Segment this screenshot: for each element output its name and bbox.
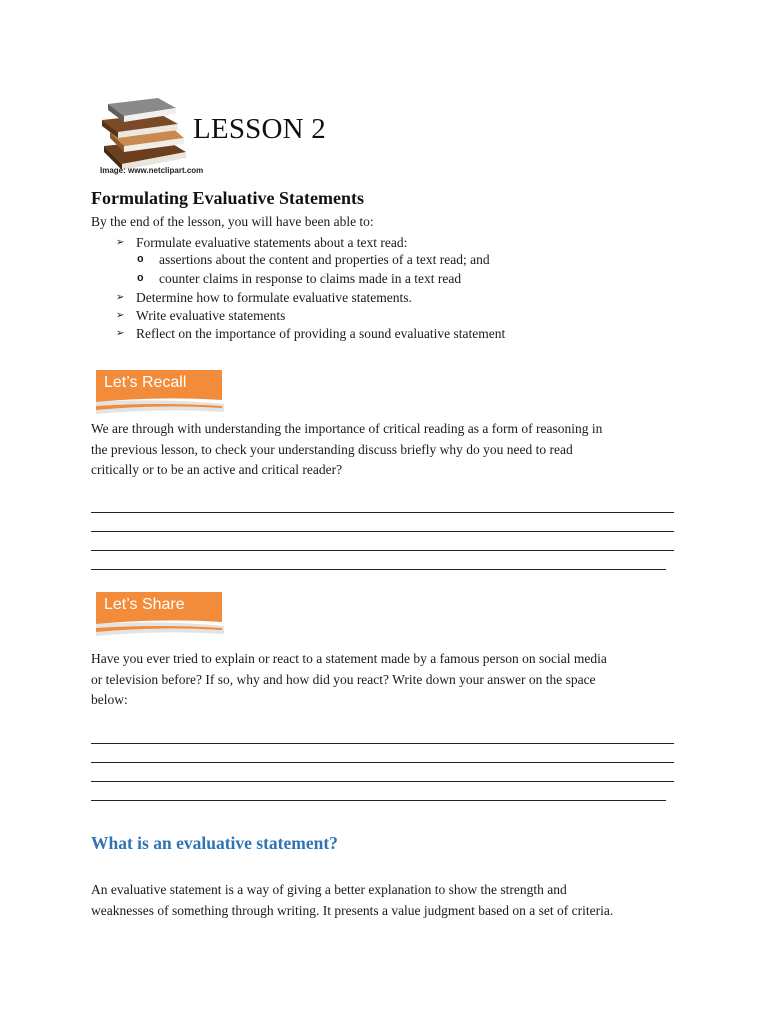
paragraph-line: Have you ever tried to explain or react to a statement made by a famous person on social media bbox=[91, 651, 607, 666]
share-paragraph bbox=[91, 649, 681, 711]
lesson-title: LESSON 2 bbox=[193, 113, 326, 145]
paragraph-line: the previous lesson, to check your understanding discuss briefly why do you need to read bbox=[91, 441, 573, 457]
arrow-bullet-icon: ➢ bbox=[116, 292, 125, 303]
intro-text: By the end of the lesson, you will have been able to: bbox=[91, 214, 374, 229]
answer-line[interactable] bbox=[91, 800, 666, 801]
answer-line[interactable] bbox=[91, 550, 674, 551]
list-item: Write evaluative statements bbox=[136, 308, 286, 323]
circle-bullet-icon: o bbox=[137, 254, 144, 266]
paragraph-line: We are through with understanding the importance of critical reading as a form of reasoning in bbox=[91, 421, 603, 436]
list-item: Determine how to formulate evaluative statements. bbox=[136, 290, 412, 305]
answer-line[interactable] bbox=[91, 743, 674, 744]
paragraph-line: below: bbox=[91, 692, 128, 707]
banner-label: Let’s Recall bbox=[104, 374, 187, 391]
answer-line[interactable] bbox=[91, 569, 666, 570]
answer-line[interactable] bbox=[91, 762, 674, 763]
image-credit: Image: www.netclipart.com bbox=[100, 166, 204, 175]
answer-line[interactable] bbox=[91, 531, 674, 532]
list-item: Reflect on the importance of providing a sound evaluative statement bbox=[136, 326, 506, 341]
paragraph-line: An evaluative statement is a way of giving a better explanation to show the strength and bbox=[91, 882, 567, 897]
circle-bullet-icon: o bbox=[137, 273, 144, 285]
answer-line[interactable] bbox=[91, 512, 674, 513]
lesson-subtitle: Formulating Evaluative Statements bbox=[91, 188, 364, 208]
lets-recall-banner bbox=[94, 368, 226, 420]
section-heading: What is an evaluative statement? bbox=[91, 833, 338, 853]
arrow-bullet-icon: ➢ bbox=[116, 328, 125, 339]
arrow-bullet-icon: ➢ bbox=[116, 237, 125, 248]
paragraph-line: weaknesses of something through writing. It presents a value judgment based on a set of criteria. bbox=[91, 902, 614, 918]
paragraph-line: critically or to be an active and critical reader? bbox=[91, 462, 343, 477]
paragraph-line: or television before? If so, why and how did you react? Write down your answer on the space bbox=[91, 671, 596, 687]
answer-line[interactable] bbox=[91, 781, 674, 782]
recall-paragraph bbox=[91, 419, 681, 481]
banner-label: Let’s Share bbox=[104, 596, 185, 613]
definition-paragraph bbox=[91, 880, 691, 921]
list-item: assertions about the content and properties of a text read; and bbox=[159, 252, 490, 267]
lets-share-banner bbox=[94, 590, 226, 642]
stack-of-books-icon bbox=[96, 94, 192, 170]
arrow-bullet-icon: ➢ bbox=[116, 310, 125, 321]
list-item: Formulate evaluative statements about a text read: bbox=[136, 235, 408, 250]
list-item: counter claims in response to claims made in a text read bbox=[159, 271, 462, 286]
